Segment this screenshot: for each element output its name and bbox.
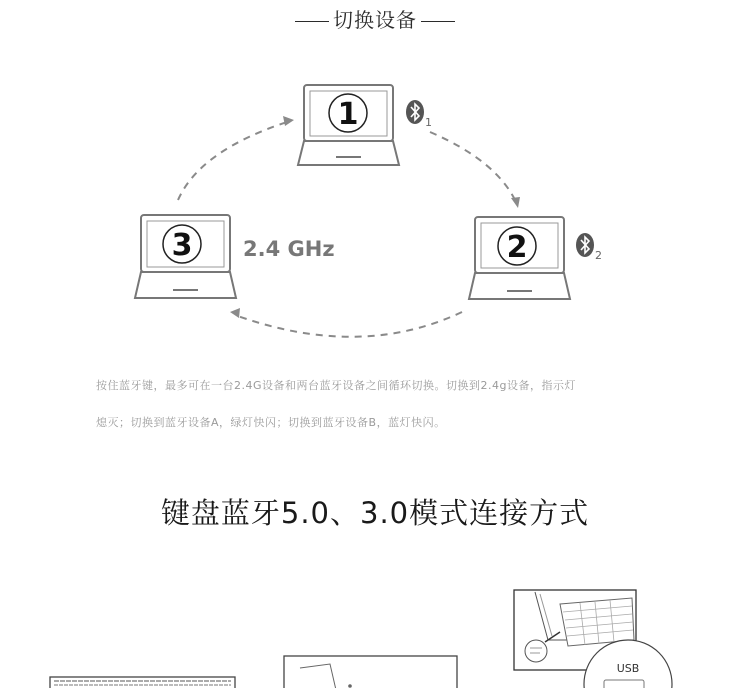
usb-label: USB — [616, 662, 640, 675]
arrow-1-to-2 — [430, 132, 515, 200]
description-line-2: 熄灭；切换到蓝牙设备A，绿灯快闪；切换到蓝牙设备B，蓝灯快闪。 — [96, 416, 446, 429]
section-title-text: 切换设备 — [333, 8, 417, 32]
device-number-1: 1 — [337, 97, 359, 132]
arrow-head-2 — [511, 197, 520, 208]
device-number-3: 3 — [171, 228, 193, 263]
tablet-icon — [284, 656, 457, 688]
laptop-device-2 — [469, 217, 570, 299]
keyboard-icon — [50, 677, 235, 688]
usb-receiver-illustration — [514, 590, 672, 688]
bluetooth-channel-2: 2 — [595, 249, 602, 262]
laptop-device-3 — [135, 215, 236, 298]
connection-illustrations — [0, 570, 750, 688]
arrow-head-1 — [283, 116, 294, 126]
bluetooth-badge-1 — [406, 100, 432, 129]
description-line-1: 按住蓝牙键，最多可在一台2.4G设备和两台蓝牙设备之间循环切换。切换到2.4g设备，指示灯 — [96, 379, 576, 392]
wireless-2-4ghz-label: 2.4 GHz — [243, 237, 335, 261]
arrow-2-to-3 — [235, 312, 462, 337]
laptop-device-1 — [298, 85, 399, 165]
bluetooth-channel-1: 1 — [425, 116, 432, 129]
arrow-3-to-1 — [178, 121, 290, 200]
bluetooth-badge-2 — [576, 233, 602, 262]
connection-heading: 键盘蓝牙5.0、3.0模式连接方式 — [160, 496, 590, 530]
device-number-2: 2 — [506, 230, 528, 265]
arrow-head-3 — [230, 308, 240, 318]
